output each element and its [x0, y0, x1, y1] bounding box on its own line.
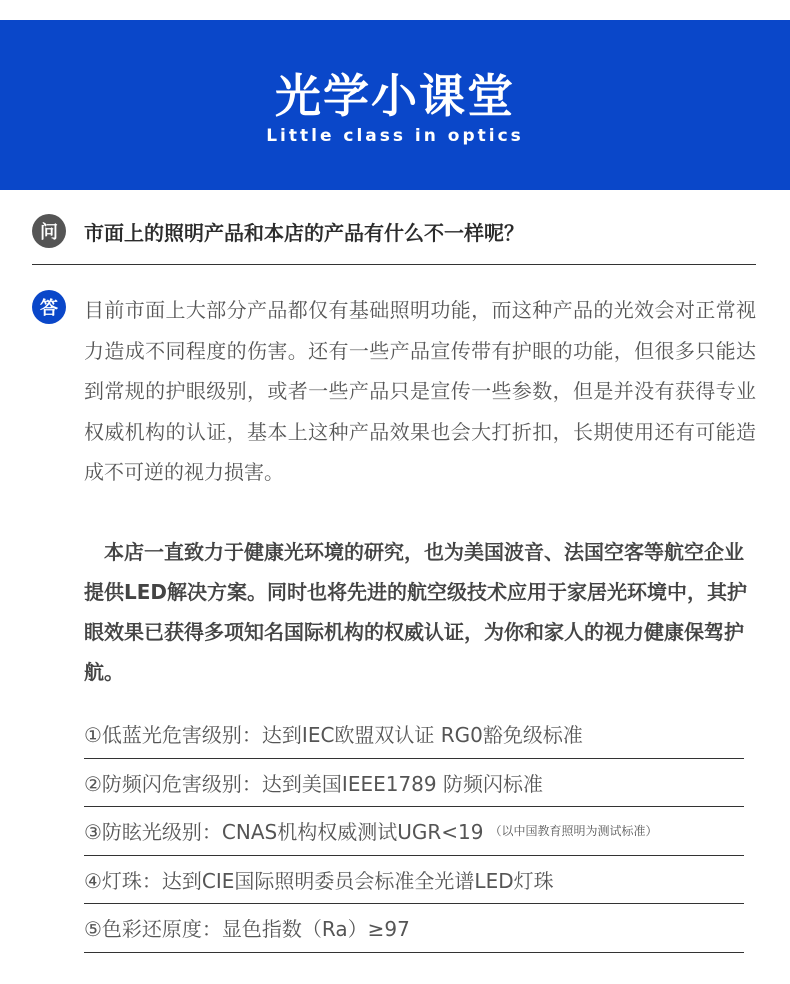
banner-subtitle: Little class in optics [266, 126, 524, 146]
feature-text: ②防频闪危害级别：达到美国IEEE1789 防频闪标准 [84, 771, 543, 796]
question-badge: 问 [32, 214, 66, 248]
feature-item [84, 710, 744, 759]
answer-paragraph-2: 本店一直致力于健康光环境的研究，也为美国波音、法国空客等航空企业提供LED解决方案。同时也将先进的航空级技术应用于家居光环境中，其护眼效果已获得多项知名国际机构的权威认证，为你和家人的视力健康保驾护航。 [84, 540, 748, 684]
feature-text: ④灯珠：达到CIE国际照明委员会标准全光谱LED灯珠 [84, 868, 554, 893]
header-banner [0, 20, 790, 190]
answer-badge: 答 [32, 290, 66, 324]
feature-item [84, 904, 744, 953]
question-divider [32, 264, 756, 265]
banner-title: 光学小课堂 [275, 69, 515, 123]
feature-text: ③防眩光级别：CNAS机构权威测试UGR<19 [84, 820, 484, 845]
question-row [32, 214, 756, 250]
feature-list [84, 710, 744, 953]
feature-item [84, 856, 744, 905]
answer-paragraph-1: 目前市面上大部分产品都仅有基础照明功能，而这种产品的光效会对正常视力造成不同程度的伤害。还有一些产品宣传带有护眼的功能，但很多只能达到常规的护眼级别，或者一些产品只是宣传一些参数，但是并没有获得专业权威机构的认证，基本上这种产品效果也会大打折扣，长期使用还有可能造成不可逆的视力损害。 [84, 298, 756, 484]
question-text: 市面上的照明产品和本店的产品有什么不一样呢？ [84, 221, 524, 245]
feature-item [84, 759, 744, 808]
feature-item [84, 807, 744, 856]
feature-text: ⑤色彩还原度：显色指数（Ra）≥97 [84, 917, 410, 942]
feature-text: ①低蓝光危害级别：达到IEC欧盟双认证 RG0豁免级标准 [84, 723, 583, 748]
feature-note: （以中国教育照明为测试标准） [489, 824, 658, 839]
